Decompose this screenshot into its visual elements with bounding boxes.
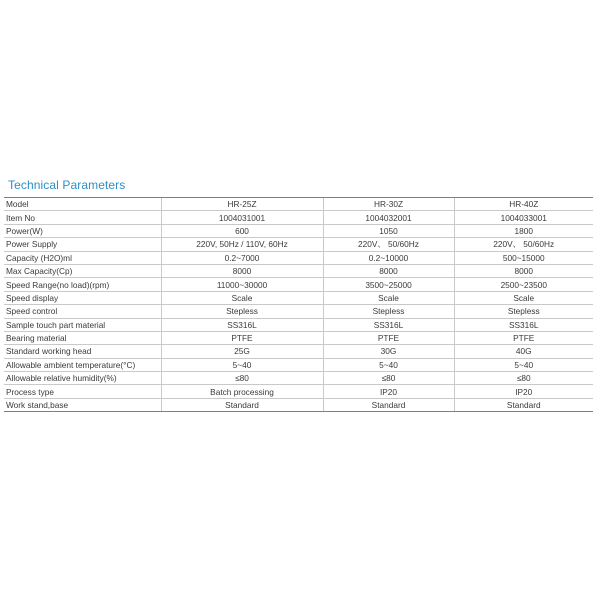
cell-hr-25z: Scale [161, 291, 323, 304]
row-label: Speed Range(no load)(rpm) [4, 278, 161, 291]
row-label: Bearing material [4, 331, 161, 344]
cell-hr-25z: Standard [161, 398, 323, 411]
cell-hr-25z: SS316L [161, 318, 323, 331]
technical-parameters-table [4, 197, 593, 412]
cell-hr-40z: 220V、 50/60Hz [454, 238, 593, 251]
row-label: Work stand,base [4, 398, 161, 411]
row-label: Speed control [4, 305, 161, 318]
table-row [4, 198, 593, 211]
row-label: Model [4, 198, 161, 211]
table-row [4, 318, 593, 331]
cell-hr-30z: ≤80 [323, 372, 454, 385]
cell-hr-25z: 5~40 [161, 358, 323, 371]
cell-hr-30z: 5~40 [323, 358, 454, 371]
cell-hr-40z: 1800 [454, 224, 593, 237]
table-row [4, 358, 593, 371]
row-label: Process type [4, 385, 161, 398]
table-row [4, 345, 593, 358]
row-label: Power(W) [4, 224, 161, 237]
cell-hr-30z: 1050 [323, 224, 454, 237]
cell-hr-40z: 2500~23500 [454, 278, 593, 291]
cell-hr-25z: 8000 [161, 264, 323, 277]
cell-hr-25z: 25G [161, 345, 323, 358]
cell-hr-40z: SS316L [454, 318, 593, 331]
cell-hr-30z: 0.2~10000 [323, 251, 454, 264]
cell-hr-25z: Batch processing [161, 385, 323, 398]
cell-hr-30z: 3500~25000 [323, 278, 454, 291]
cell-hr-25z: HR-25Z [161, 198, 323, 211]
cell-hr-40z: 1004033001 [454, 211, 593, 224]
row-label: Item No [4, 211, 161, 224]
table-row [4, 305, 593, 318]
cell-hr-40z: ≤80 [454, 372, 593, 385]
section-title: Technical Parameters [8, 178, 126, 192]
cell-hr-30z: 30G [323, 345, 454, 358]
table-row [4, 238, 593, 251]
cell-hr-40z: PTFE [454, 331, 593, 344]
cell-hr-30z: PTFE [323, 331, 454, 344]
table-row [4, 372, 593, 385]
table-row [4, 291, 593, 304]
cell-hr-30z: Standard [323, 398, 454, 411]
cell-hr-30z: 220V、 50/60Hz [323, 238, 454, 251]
cell-hr-30z: 8000 [323, 264, 454, 277]
cell-hr-30z: Stepless [323, 305, 454, 318]
cell-hr-25z: 1004031001 [161, 211, 323, 224]
cell-hr-30z: SS316L [323, 318, 454, 331]
cell-hr-40z: 40G [454, 345, 593, 358]
row-label: Max Capacity(Cp) [4, 264, 161, 277]
table-row [4, 278, 593, 291]
cell-hr-40z: 500~15000 [454, 251, 593, 264]
cell-hr-30z: HR-30Z [323, 198, 454, 211]
cell-hr-25z: 220V, 50Hz / 110V, 60Hz [161, 238, 323, 251]
cell-hr-25z: 0.2~7000 [161, 251, 323, 264]
row-label: Standard working head [4, 345, 161, 358]
table-row [4, 331, 593, 344]
cell-hr-40z: Standard [454, 398, 593, 411]
row-label: Allowable ambient temperature(°C) [4, 358, 161, 371]
cell-hr-25z: ≤80 [161, 372, 323, 385]
cell-hr-40z: HR-40Z [454, 198, 593, 211]
cell-hr-30z: 1004032001 [323, 211, 454, 224]
table-row [4, 211, 593, 224]
cell-hr-25z: 600 [161, 224, 323, 237]
row-label: Speed display [4, 291, 161, 304]
cell-hr-40z: 5~40 [454, 358, 593, 371]
table-row [4, 264, 593, 277]
row-label: Allowable relative humidity(%) [4, 372, 161, 385]
cell-hr-25z: PTFE [161, 331, 323, 344]
cell-hr-30z: IP20 [323, 385, 454, 398]
table-row [4, 224, 593, 237]
row-label: Capacity (H2O)ml [4, 251, 161, 264]
cell-hr-40z: 8000 [454, 264, 593, 277]
cell-hr-30z: Scale [323, 291, 454, 304]
cell-hr-40z: Stepless [454, 305, 593, 318]
cell-hr-25z: Stepless [161, 305, 323, 318]
row-label: Power Supply [4, 238, 161, 251]
table-row [4, 385, 593, 398]
cell-hr-40z: Scale [454, 291, 593, 304]
cell-hr-40z: IP20 [454, 385, 593, 398]
table-row [4, 251, 593, 264]
row-label: Sample touch part material [4, 318, 161, 331]
table-row [4, 398, 593, 411]
cell-hr-25z: 11000~30000 [161, 278, 323, 291]
